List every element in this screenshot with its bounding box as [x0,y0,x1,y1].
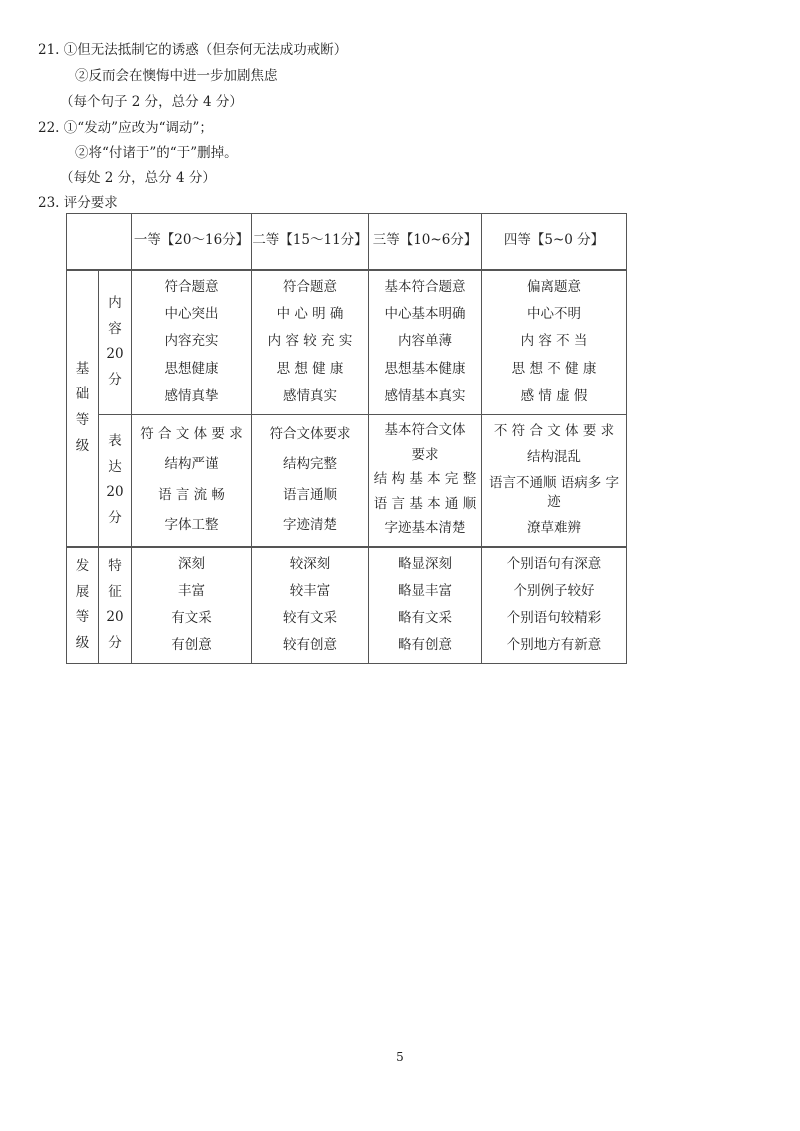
row-label-features: 特 征 20 分 [99,547,132,664]
expression-grade-2: 符合文体要求 结构完整 语言通顺 字迹清楚 [252,415,369,547]
header-grade-2: 二等【15～11分】 [252,214,369,270]
header-grade-1: 一等【20～16分】 [132,214,252,270]
content-grade-2: 符合题意 中 心 明 确 内 容 较 充 实 思 想 健 康 感情真实 [252,270,369,415]
q22-note: （每处 2 分，总分 4 分） [60,170,216,186]
group-label-basic: 基 础 等 级 [67,270,99,547]
table-row-content [67,270,627,415]
header-grade-3: 三等【10~6分】 [369,214,482,270]
q21-line1: 21. ①但无法抵制它的诱惑（但奈何无法成功戒断） [38,42,348,58]
features-grade-4: 个别语句有深意 个别例子较好 个别语句较精彩 个别地方有新意 [482,547,627,664]
table-row-expression [67,415,627,547]
content-grade-4: 偏离题意 中心不明 内 容 不 当 思 想 不 健 康 感 情 虚 假 [482,270,627,415]
table-row-features [67,547,627,664]
features-grade-2: 较深刻 较丰富 较有文采 较有创意 [252,547,369,664]
row-label-expression: 表 达 20 分 [99,415,132,547]
header-grade-4: 四等【5~0 分】 [482,214,627,270]
expression-grade-3: 基本符合文体 要求 结 构 基 本 完 整 语 言 基 本 通 顺 字迹基本清楚 [369,415,482,547]
q23-title: 23. 评分要求 [38,195,118,211]
expression-grade-4: 不 符 合 文 体 要 求 结构混乱 语言不通顺 语病多 字迹 潦草难辨 [482,415,627,547]
row-label-content: 内 容 20 分 [99,270,132,415]
q22-line1: 22. ①“发动”应改为“调动”； [38,120,213,136]
page-number: 5 [396,1050,404,1064]
header-empty-cell [67,214,132,270]
q21-note: （每个句子 2 分，总分 4 分） [60,94,243,110]
features-grade-1: 深刻 丰富 有文采 有创意 [132,547,252,664]
group-label-development: 发 展 等 级 [67,547,99,664]
content-grade-3: 基本符合题意 中心基本明确 内容单薄 思想基本健康 感情基本真实 [369,270,482,415]
q22-line2: ②将“付诸于”的“于”删掉。 [75,145,238,161]
q21-line2: ②反而会在懊悔中进一步加剧焦虑 [75,68,278,84]
expression-grade-1: 符 合 文 体 要 求 结构严谨 语 言 流 畅 字体工整 [132,415,252,547]
table-header-row [67,214,627,270]
features-grade-3: 略显深刻 略显丰富 略有文采 略有创意 [369,547,482,664]
content-grade-1: 符合题意 中心突出 内容充实 思想健康 感情真挚 [132,270,252,415]
grading-table [66,213,627,664]
